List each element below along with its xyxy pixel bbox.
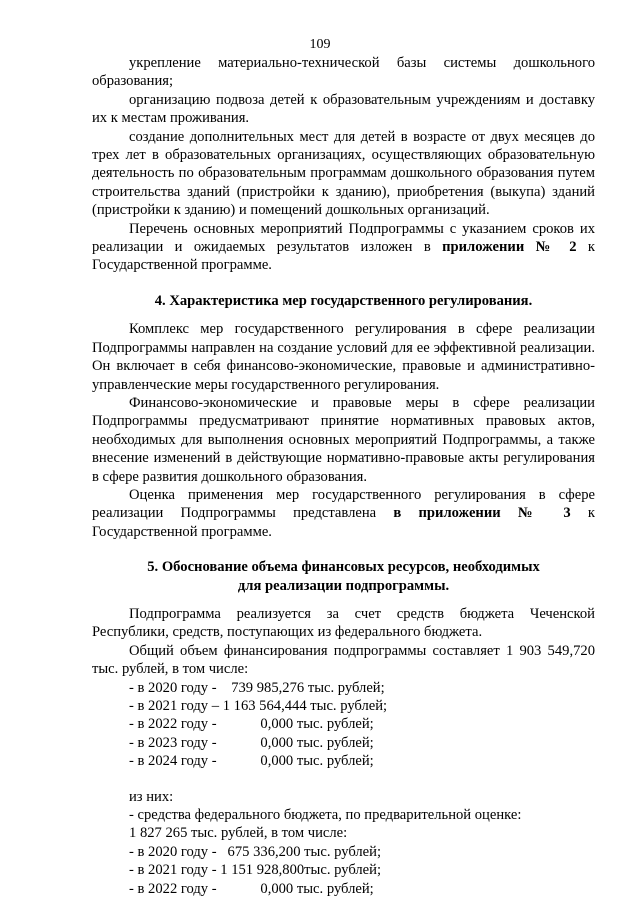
- list-item: - в 2024 году - 0,000 тыс. рублей;: [129, 753, 374, 770]
- list-caption: 1 827 265 тыс. рублей, в том числе:: [129, 825, 348, 842]
- heading-line: для реализации подпрограммы.: [237, 577, 450, 594]
- paragraph: Комплекс мер государственного регулирования в сфере реализации Подпрограммы направлен на создание условий для ее эффективной реализации. Он включает в себя финансово-экономические, правовые и административно-управленческие меры государственного регулирования.: [92, 321, 595, 393]
- funding-by-year-list: [92, 679, 595, 771]
- section-heading: 4. Характеристика мер государственного регулирования.: [154, 292, 533, 309]
- list-item: - в 2022 году - 0,000 тыс. рублей;: [129, 880, 374, 897]
- paragraph: Подпрограмма реализуется за счет средств бюджета Чеченской Республики, средств, поступающих из федерального бюджета.: [92, 605, 595, 641]
- list-item: - в 2020 году - 675 336,200 тыс. рублей;: [129, 843, 382, 860]
- paragraph: [92, 486, 595, 541]
- paragraph: укрепление материально-технической базы системы дошкольного образования;: [92, 55, 595, 90]
- document-page: [92, 36, 595, 898]
- list-caption: из них:: [129, 788, 174, 805]
- list-item: - в 2021 году - 1 151 928,800тыс. рублей;: [129, 862, 382, 879]
- appendix-reference: в приложении № 3: [393, 505, 571, 522]
- list-item: - в 2021 году – 1 163 564,444 тыс. рублей;: [129, 698, 388, 714]
- list-caption: - средства федерального бюджета, по предварительной оценке:: [129, 807, 522, 824]
- list-item: - в 2022 году - 0,000 тыс. рублей;: [129, 716, 374, 733]
- paragraph: организацию подвоза детей к образовательным учреждениям и доставку их к местам проживания.: [92, 91, 595, 127]
- appendix-reference: приложении № 2: [442, 239, 577, 256]
- paragraph: создание дополнительных мест для детей в возрасте от двух месяцев до трех лет в образовательных организациях, осуществляющих образовательную деятельность по образовательным программам дошкольного образования путем строительства зданий (пристройки к зданию), приобретения (выкупа) зданий (пристройки к зданию) и помещений дошкольных организаций.: [92, 128, 595, 219]
- list-item: - в 2020 году - 739 985,276 тыс. рублей;: [129, 679, 385, 696]
- text-run: к Государственной программе.: [92, 505, 595, 540]
- paragraph: Финансово-экономические и правовые меры в сфере реализации Подпрограммы предусматривают принятие нормативных правовых актов, необходимых для выполнения основных мероприятий Подпрограммы, а также внесение изменений в действующие нормативно-правовые акты регулирования в сфере развития дошкольного образования.: [92, 394, 595, 485]
- heading-line: 5. Обоснование объема финансовых ресурсов, необходимых: [147, 559, 540, 576]
- text-run: Оценка применения мер государственного регулирования в сфере реализации Подпрограммы представлена: [92, 486, 595, 522]
- paragraph: [92, 220, 595, 275]
- section-heading: [92, 558, 595, 595]
- paragraph: Общий объем финансирования подпрограммы составляет 1 903 549,720 тыс. рублей, в том числе:: [92, 642, 595, 678]
- list-item: - в 2023 году - 0,000 тыс. рублей;: [129, 734, 374, 751]
- federal-funding-list: [92, 843, 595, 898]
- page-number: 109: [309, 37, 331, 52]
- text-run: Перечень основных мероприятий Подпрограммы с указанием сроков их реализации и ожидаемых результатов изложен в: [92, 220, 595, 256]
- text-run: к Государственной программе.: [92, 239, 596, 274]
